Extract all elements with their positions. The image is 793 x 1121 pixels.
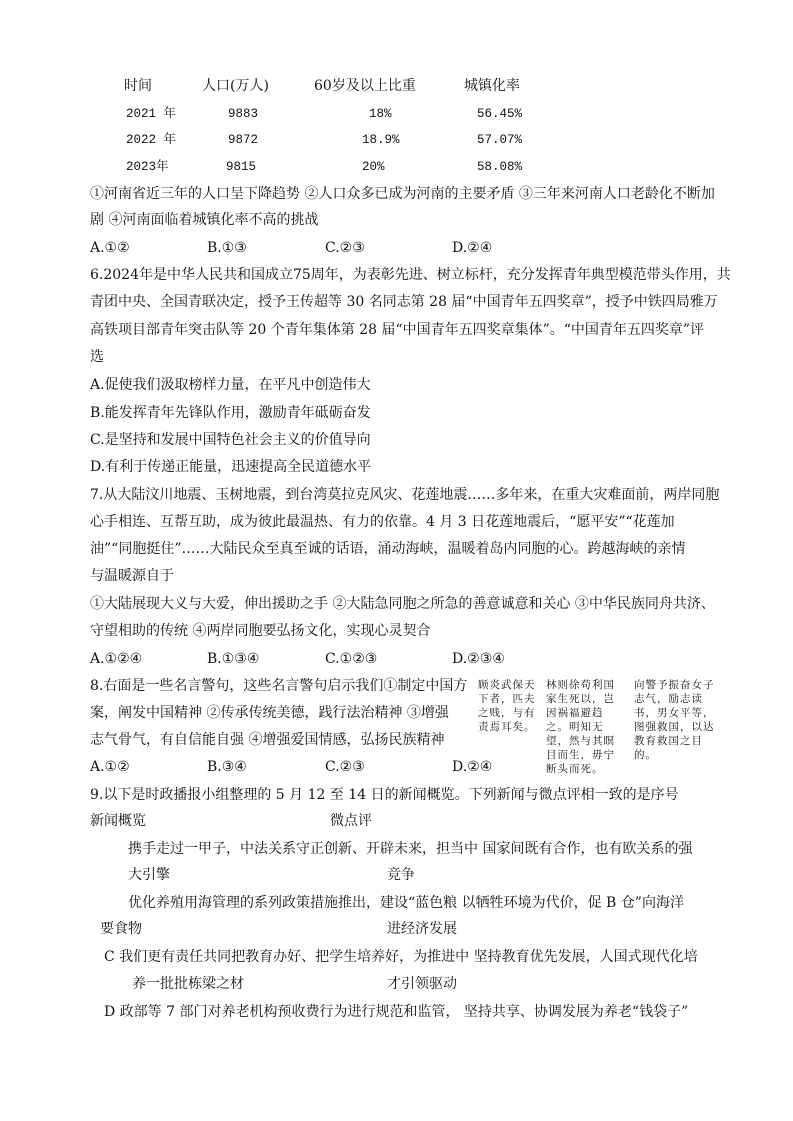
q8-stem-line1: 8.右面是一些名言警句，这些名言警句启示我们①制定中国方 xyxy=(90,678,468,694)
q9-row-a-line2a: 大引擎 xyxy=(128,867,170,883)
q5-statements-line1: ①河南省近三年的人口呈下降趋势 ②人口众多已成为河南的主要矛盾 ③三年来河南人口老龄化不断加 xyxy=(90,186,715,202)
q9-stem: 9.以下是时政播报小组整理的 5 月 12 至 14 日的新闻概览。下列新闻与微点评相一致的是序号 xyxy=(90,787,679,803)
q9-row-c-line2b: 才引领驱动 xyxy=(387,976,457,992)
q9-row-b-line2b: 进经济发展 xyxy=(387,921,457,937)
q6-stem-line2: 青团中央、全国青联决定，授予王传超等 30 名同志第 28 届“中国青年五四奖章”，授予中铁四局雅万 xyxy=(90,294,718,310)
col-time: 时间 xyxy=(124,78,152,94)
col-elderly-ratio: 60岁及以上比重 xyxy=(314,78,416,94)
q6-option-d: D.有利于传递正能量，迅速提高全民道德水平 xyxy=(90,459,372,475)
quote-3: 向警予振奋女子志气，励志读书，男女平等，图强救国，以达教育救国之目的。 xyxy=(634,679,715,761)
q9-row-b-line2a: 要食物 xyxy=(100,921,142,937)
q9-row-c-line1: C 我们更有责任共同把教育办好、把学生培养好，为推进中 坚持教育优先发展，人国式现代化培 xyxy=(104,949,698,965)
q9-row-d-line1: D 政部等 7 部门对养老机构预收费行为进行规范和监管， 坚持共享、协调发展为养老“钱袋子” xyxy=(104,1004,689,1020)
q9-col-comment: 微点评 xyxy=(330,813,372,829)
q6-stem-line1: 6.2024年是中华人民共和国成立75周年，为表彰先进、树立标杆，充分发挥青年典型模范带头作用，共 xyxy=(90,267,731,283)
q6-option-c: C.是坚持和发展中国特色社会主义的价值导向 xyxy=(90,432,371,448)
q9-row-b-line1: 优化养殖用海管理的系列政策措施推出，建设“蓝色粮 以牺牲环境为代价，促 B 仓”向海洋 xyxy=(128,895,684,911)
q6-stem-line3: 高铁项目部青年突击队等 20 个青年集体第 28 届“中国青年五四奖章集体”。“中国青年五四奖章”评 xyxy=(90,322,705,338)
q6-option-b: B.能发挥青年先锋队作用，激励青年砥砺奋发 xyxy=(90,405,371,421)
q9-row-a-line2b: 竞争 xyxy=(387,867,415,883)
q7-stem-line1: 7.从大陆汶川地震、玉树地震，到台湾莫拉克风灾、花莲地震……多年来，在重大灾难面前，两岸同胞 xyxy=(90,487,720,503)
q9-col-news: 新闻概览 xyxy=(90,813,146,829)
q8-stem-line3: 志气骨气，有自信能自强 ④增强爱国情感，弘扬民族精神 xyxy=(90,732,445,748)
q7-statements-line2: 守望相助的传统 ④两岸同胞要弘扬文化，实现心灵契合 xyxy=(90,623,431,639)
col-urbanization: 城镇化率 xyxy=(464,78,520,94)
q5-statements-line2: 剧 ④河南面临着城镇化率不高的挑战 xyxy=(90,212,319,228)
q7-statements-line1: ①大陆展现大义与大爱，伸出援助之手 ②大陆急同胞之所急的善意诚意和关心 ③中华民族同舟共济、 xyxy=(90,596,715,612)
q9-row-a-line1: 携手走过一甲子，中法关系守正创新、开辟未来，担当中 国家间既有合作，也有欧关系的强 xyxy=(128,841,693,857)
quote-2: 林则徐苟利国家生死以，岂因祸福避趋之。明知无望，然与其瞑目而生，毋宁断头而死。 xyxy=(546,679,615,775)
q8-stem-line2: 案，阐发中国精神 ②传承传统美德，践行法治精神 ③增强 xyxy=(90,705,449,721)
q7-stem-line4: 与温暖源自于 xyxy=(90,568,174,584)
q7-stem-line3: 油”“同胞挺住”……大陆民众至真至诚的话语，涌动海峡，温暖着岛内同胞的心。跨越海峡的亲情 xyxy=(90,541,686,557)
quote-1: 顾炎武保天下者，匹夫之贱，与有责焉耳矣。 xyxy=(478,679,536,733)
exam-page: 时间 人口(万人) 60岁及以上比重 城镇化率 2021 年 9883 18% 56.45% 2022 年 9872 18.9% 57.07% 2023年 9815 20% 58.08% ①河南省近三年的人口呈下降趋势 ②人口众多已成为河南的主要矛盾 ③三年来河南人口老龄化不断加 剧 ④河南面临着城镇化率不高的挑战 A.①② B.①③ C.②③ D.②④ 6.2024年是中华人民共和国成立75周年，为表彰先进、树立标杆，充分发挥青年典型模范带头作用，共 青团中央、全国青联决定，授予王传超等 30 名同志第 28 届“中国青年五四奖章”，授予中铁四局雅万 高铁项目部青年突击队等 20 个青年集体第 28 届“中国青年五四奖章集体”。“中国青年五四奖章”评 选 A.促使我们汲取榜样力量，在平凡中创造伟大 B.能发挥青年先锋队作用，激励青年砥砺奋发 C.是坚持和发展中国特色社会主义的价值导向 D.有利于传递正能量，迅速提高全民道德水平 7.从大陆汶川地震、玉树地震，到台湾莫拉克风灾、花莲地震……多年来，在重大灾难面前，两岸同胞 心手相连、互帮互助，成为彼此最温热、有力的依靠。4 月 3 日花莲地震后，“愿平安”“花莲加 油”“同胞挺住”……大陆民众至真至诚的话语，涌动海峡，温暖着岛内同胞的心。跨越海峡的亲情 与温暖源自于 ①大陆展现大义与大爱，伸出援助之手 ②大陆急同胞之所急的善意诚意和关心 ③中华民族同舟共济、 守望相助的传统 ④两岸同胞要弘扬文化，实现心灵契合 A.①②④ B.①③④ C.①②③ D.②③④ 8.右面是一些名言警句，这些名言警句启示我们①制定中国方 案，阐发中国精神 ②传承传统美德，践行法治精神 ③增强 志气骨气，有自信能自强 ④增强爱国情感，弘扬民族精神 A.①② B.③④ C.②③ D.②④ 顾炎武保天下者，匹夫之贱，与有责焉耳矣。 林则徐苟利国家生死以，岂因祸福避趋之。明知无望，然与其瞑目而生，毋宁断头而死。 向警予振奋女子志气，励志读书，男女平等，图强救国，以达教育救国之目的。 9.以下是时政播报小组整理的 5 月 12 至 14 日的新闻概览。下列新闻与微点评相一致的是序号 新闻概览 微点评 携手走过一甲子，中法关系守正创新、开辟未来，担当中 国家间既有合作，也有欧关系的强 大引擎 竞争 优化养殖用海管理的系列政策措施推出，建设“蓝色粮 以牺牲环境为代价，促 B 仓”向海洋 要食物 进经济发展 C 我们更有责任共同把教育办好、把学生培养好，为推进中 坚持教育优先发展，人国式现代化培 养一批批栋梁之材 才引领驱动 D 政部等 7 部门对养老机构预收费行为进行规范和监管， 坚持共享、协调发展为养老“钱袋子” xyxy=(90,78,731,1020)
col-population: 人口(万人) xyxy=(202,78,269,94)
q9-row-c-line2a: 养一批批栋梁之材 xyxy=(132,976,244,992)
q7-stem-line2: 心手相连、互帮互助，成为彼此最温热、有力的依靠。4 月 3 日花莲地震后，“愿平安”“花莲加 xyxy=(90,514,675,530)
q6-stem-line4: 选 xyxy=(90,349,104,365)
q6-option-a: A.促使我们汲取榜样力量，在平凡中创造伟大 xyxy=(90,377,371,393)
